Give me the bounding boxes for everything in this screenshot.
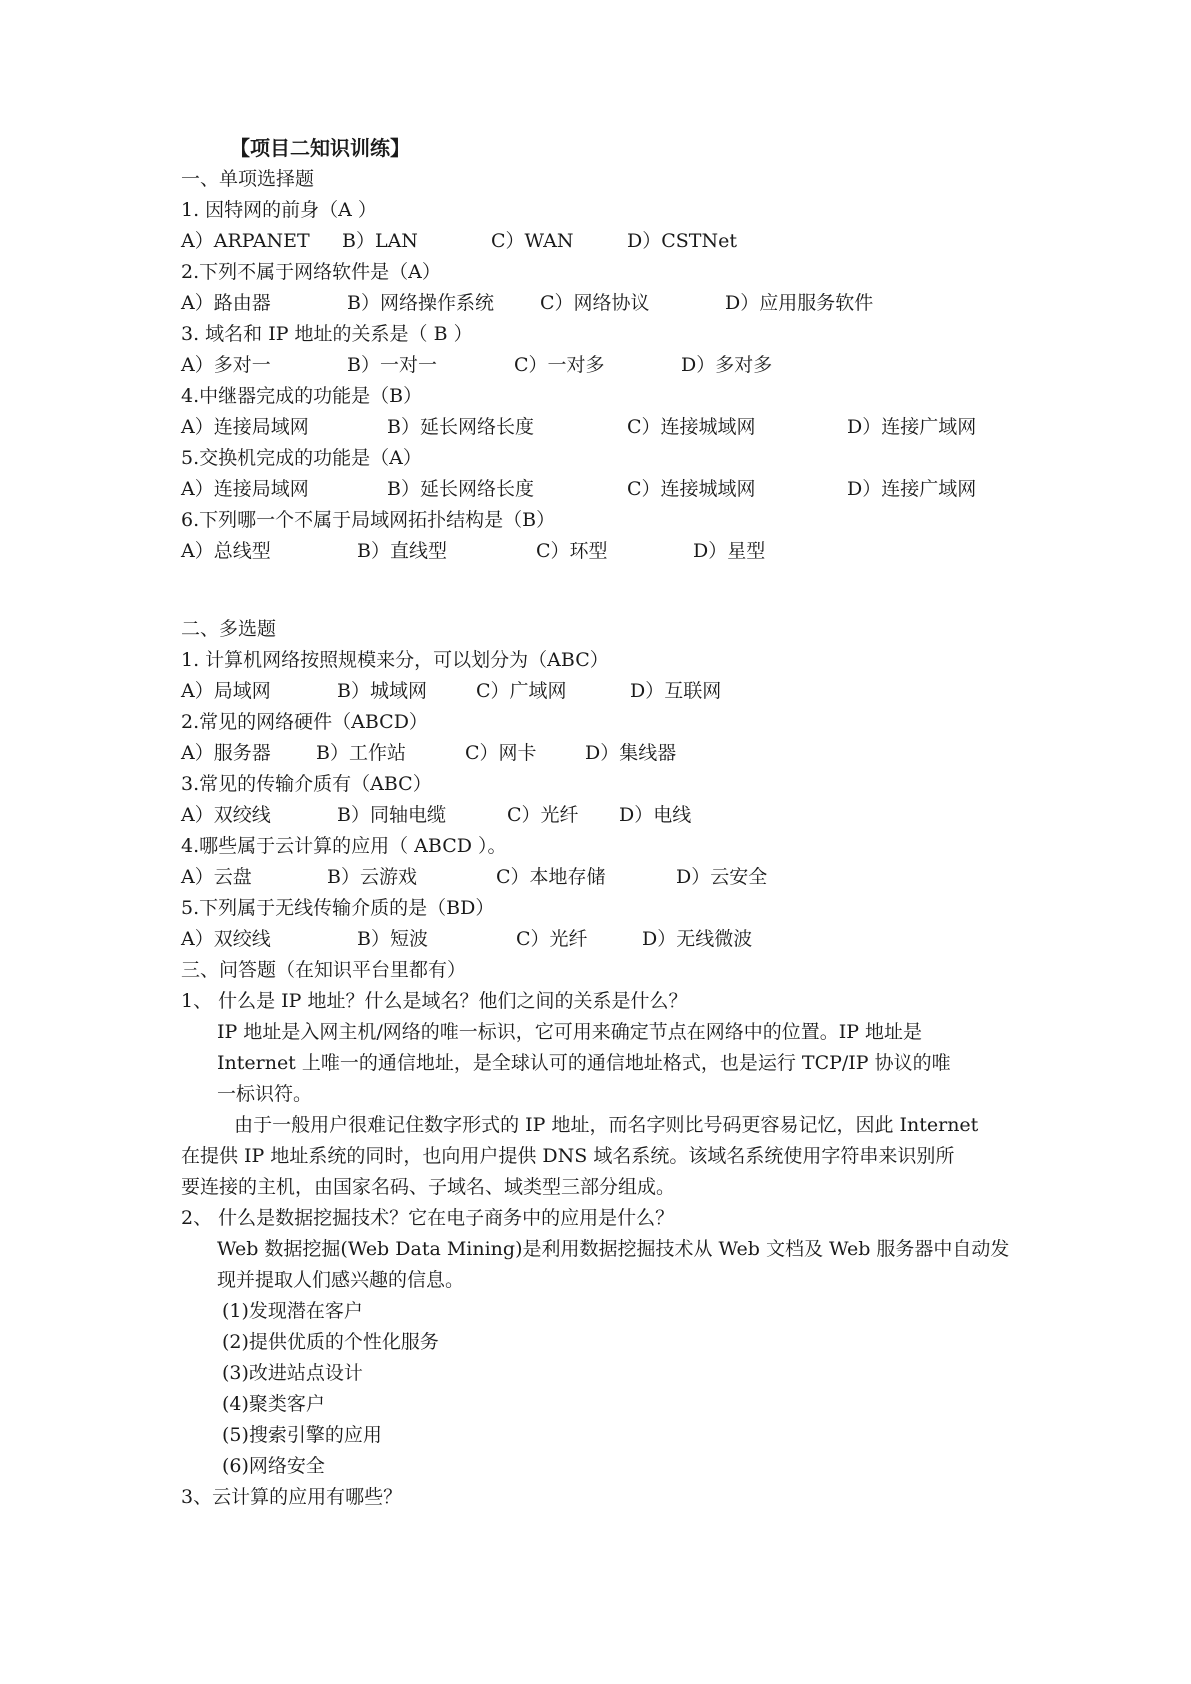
option-a: A）路由器 [181, 292, 271, 314]
option-b: B）工作站 [316, 742, 406, 764]
option-a: A）局域网 [181, 680, 271, 702]
option-d: D）应用服务软件 [725, 292, 874, 314]
section-heading: 一、单项选择题 [181, 168, 315, 190]
option-b: B）一对一 [347, 354, 437, 376]
option-c: C）本地存储 [496, 866, 606, 888]
option-d: D）无线微波 [642, 928, 753, 950]
option-a: A）双绞线 [181, 928, 271, 950]
option-c: C）网络协议 [540, 292, 650, 314]
list-item: (3)改进站点设计 [222, 1362, 363, 1384]
option-d: D）星型 [693, 540, 766, 562]
answer-line: 一标识符。 [217, 1083, 313, 1105]
option-d: D）云安全 [676, 866, 768, 888]
answer-line: 现并提取人们感兴趣的信息。 [217, 1269, 465, 1291]
answer-line: 在提供 IP 地址系统的同时，也向用户提供 DNS 域名系统。该域名系统使用字符串来识别所 [181, 1145, 955, 1167]
list-item: (5)搜索引擎的应用 [222, 1424, 382, 1446]
option-b: B）直线型 [357, 540, 447, 562]
question-text: 4.中继器完成的功能是（B） [181, 385, 423, 407]
section-heading: 三、问答题（在知识平台里都有） [181, 959, 467, 981]
question-text: 4.哪些属于云计算的应用（ ABCD ）。 [181, 835, 507, 857]
question-text: 3.常见的传输介质有（ABC） [181, 773, 432, 795]
question-text: 2.常见的网络硬件（ABCD） [181, 711, 428, 733]
option-b: B）延长网络长度 [387, 416, 534, 438]
answer-line: Internet 上唯一的通信地址，是全球认可的通信地址格式，也是运行 TCP/IP 协议的唯 [217, 1052, 951, 1074]
question-text: 5.下列属于无线传输介质的是（BD） [181, 897, 495, 919]
option-c: C）WAN [491, 230, 574, 252]
option-a: A）连接局域网 [181, 478, 309, 500]
question-text: 3、云计算的应用有哪些？ [181, 1486, 403, 1508]
option-c: C）连接城域网 [627, 478, 756, 500]
option-b: B）LAN [342, 230, 418, 252]
answer-line: IP 地址是入网主机/网络的唯一标识，它可用来确定节点在网络中的位置。IP 地址是 [217, 1021, 923, 1043]
document-title: 【项目二知识训练】 [230, 136, 410, 160]
question-text: 5.交换机完成的功能是（A） [181, 447, 422, 469]
answer-line: 要连接的主机，由国家名码、子域名、域类型三部分组成。 [181, 1176, 676, 1198]
option-b: B）云游戏 [327, 866, 417, 888]
option-a: A）云盘 [181, 866, 252, 888]
list-item: (1)发现潜在客户 [222, 1300, 363, 1322]
option-c: C）环型 [536, 540, 608, 562]
question-text: 2.下列不属于网络软件是（A） [181, 261, 441, 283]
list-item: (4)聚类客户 [222, 1393, 325, 1415]
option-b: B）短波 [357, 928, 428, 950]
option-b: B）网络操作系统 [347, 292, 494, 314]
list-item: (6)网络安全 [222, 1455, 325, 1477]
option-d: D）电线 [619, 804, 692, 826]
option-a: A）多对一 [181, 354, 271, 376]
option-c: C）光纤 [516, 928, 588, 950]
option-b: B）同轴电缆 [337, 804, 446, 826]
answer-line: Web 数据挖掘(Web Data Mining)是利用数据挖掘技术从 Web 文档及 Web 服务器中自动发 [217, 1238, 1010, 1260]
section-heading: 二、多选题 [181, 618, 277, 640]
option-c: C）一对多 [514, 354, 605, 376]
question-text: 1. 计算机网络按照规模来分，可以划分为（ABC） [181, 649, 609, 671]
option-d: D）多对多 [681, 354, 773, 376]
question-text: 6.下列哪一个不属于局域网拓扑结构是（B） [181, 509, 556, 531]
question-text: 3. 域名和 IP 地址的关系是（ B ） [181, 323, 473, 345]
option-d: D）连接广域网 [847, 416, 977, 438]
option-a: A）双绞线 [181, 804, 271, 826]
option-a: A）服务器 [181, 742, 271, 764]
list-item: (2)提供优质的个性化服务 [222, 1331, 439, 1353]
question-text: 1、 什么是 IP 地址？什么是域名？他们之间的关系是什么？ [181, 990, 688, 1012]
option-c: C）光纤 [507, 804, 579, 826]
option-d: D）CSTNet [627, 230, 737, 252]
option-c: C）广域网 [476, 680, 567, 702]
option-c: C）网卡 [465, 742, 537, 764]
option-c: C）连接城域网 [627, 416, 756, 438]
option-d: D）互联网 [630, 680, 722, 702]
option-a: A）ARPANET [181, 230, 310, 252]
option-b: B）延长网络长度 [387, 478, 534, 500]
option-d: D）集线器 [585, 742, 677, 764]
question-text: 2、 什么是数据挖掘技术？它在电子商务中的应用是什么？ [181, 1207, 675, 1229]
answer-line: 由于一般用户很难记住数字形式的 IP 地址，而名字则比号码更容易记忆，因此 Internet [222, 1114, 979, 1136]
option-a: A）总线型 [181, 540, 271, 562]
option-a: A）连接局域网 [181, 416, 309, 438]
option-b: B）城域网 [337, 680, 427, 702]
option-d: D）连接广域网 [847, 478, 977, 500]
question-text: 1. 因特网的前身（A ） [181, 199, 377, 221]
